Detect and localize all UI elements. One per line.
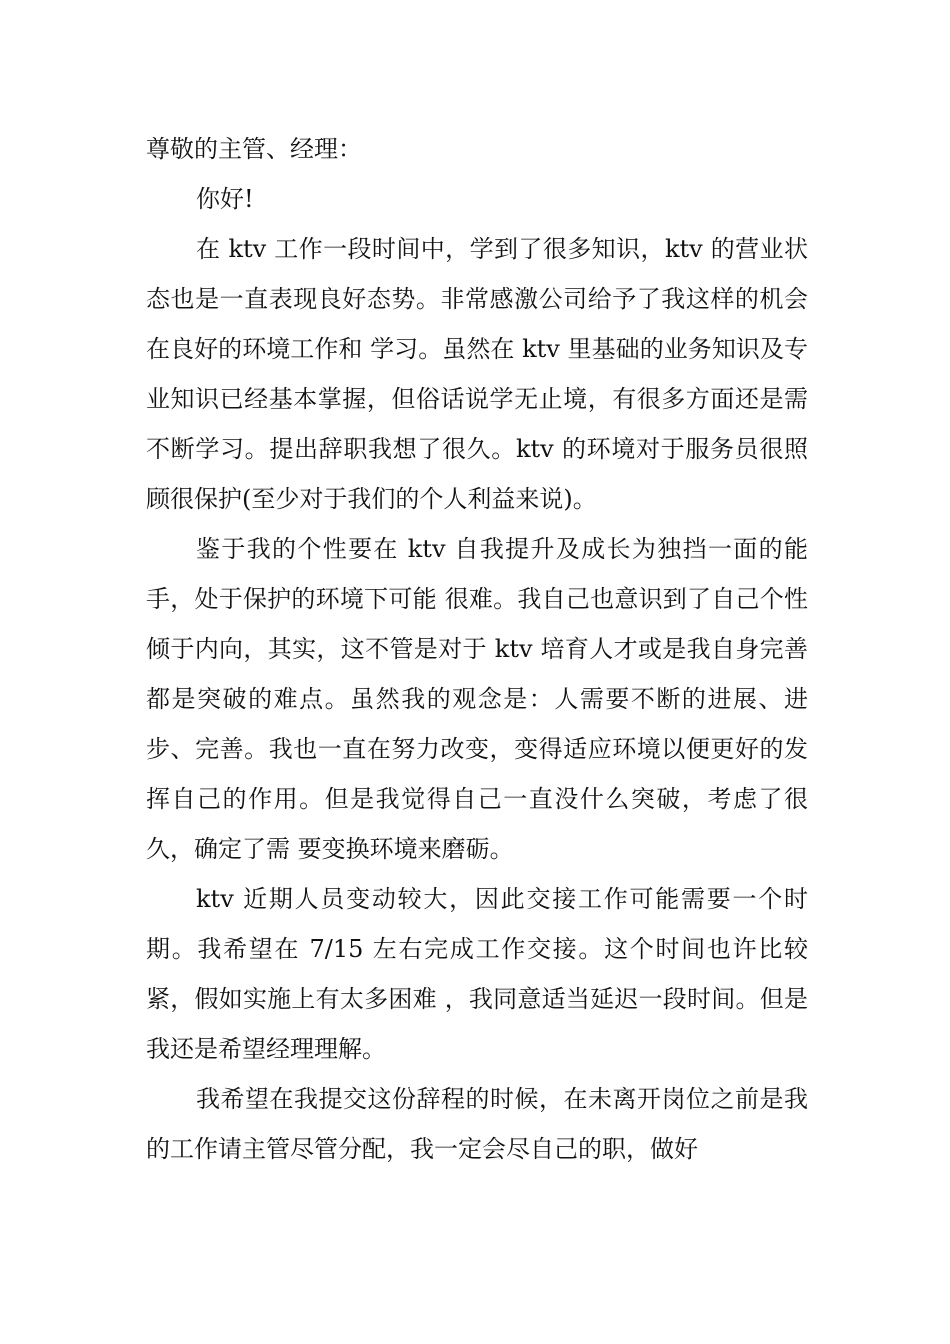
paragraph-3: ktv 近期人员变动较大，因此交接工作可能需要一个时期。我希望在 7/15 左右完成工作交接。这个时间也许比较紧，假如实施上有太多困难 ，我同意适当延迟一段时间。但是我还是希望经理理解。 <box>146 885 808 1063</box>
paragraph-1: 在 ktv 工作一段时间中，学到了很多知识，ktv 的营业状态也是一直表现良好态势。非常感激公司给予了我这样的机会在良好的环境工作和 学习。虽然在 ktv 里基础的业务知识及专业知识已经基本掌握，但俗话说学无止境，有很多方面还是需不断学习。提出辞职我想了很久。ktv 的环境对于服务员很照顾很保护(至少对于我们的个人利益来说)。 <box>146 235 808 513</box>
salutation: 尊敬的主管、经理： <box>146 135 362 163</box>
paragraph-4: 我希望在我提交这份辞程的时候，在未离开岗位之前是我的工作请主管尽管分配，我一定会尽自己的职，做好 <box>146 1085 808 1163</box>
letter-body <box>146 124 808 1174</box>
paragraph-2: 鉴于我的个性要在 ktv 自我提升及成长为独挡一面的能手，处于保护的环境下可能 很难。我自己也意识到了自己个性倾于内向，其实，这不管是对于 ktv 培育人才或是我自身完善都是突破的难点。虽然我的观念是：人需要不断的进展、进步、完善。我也一直在努力改变，变得适应环境以便更好的发挥自己的作用。但是我觉得自己一直没什么突破，考虑了很久，确定了需 要变换环境来磨砺。 <box>146 535 808 863</box>
greeting: 你好! <box>196 185 254 213</box>
